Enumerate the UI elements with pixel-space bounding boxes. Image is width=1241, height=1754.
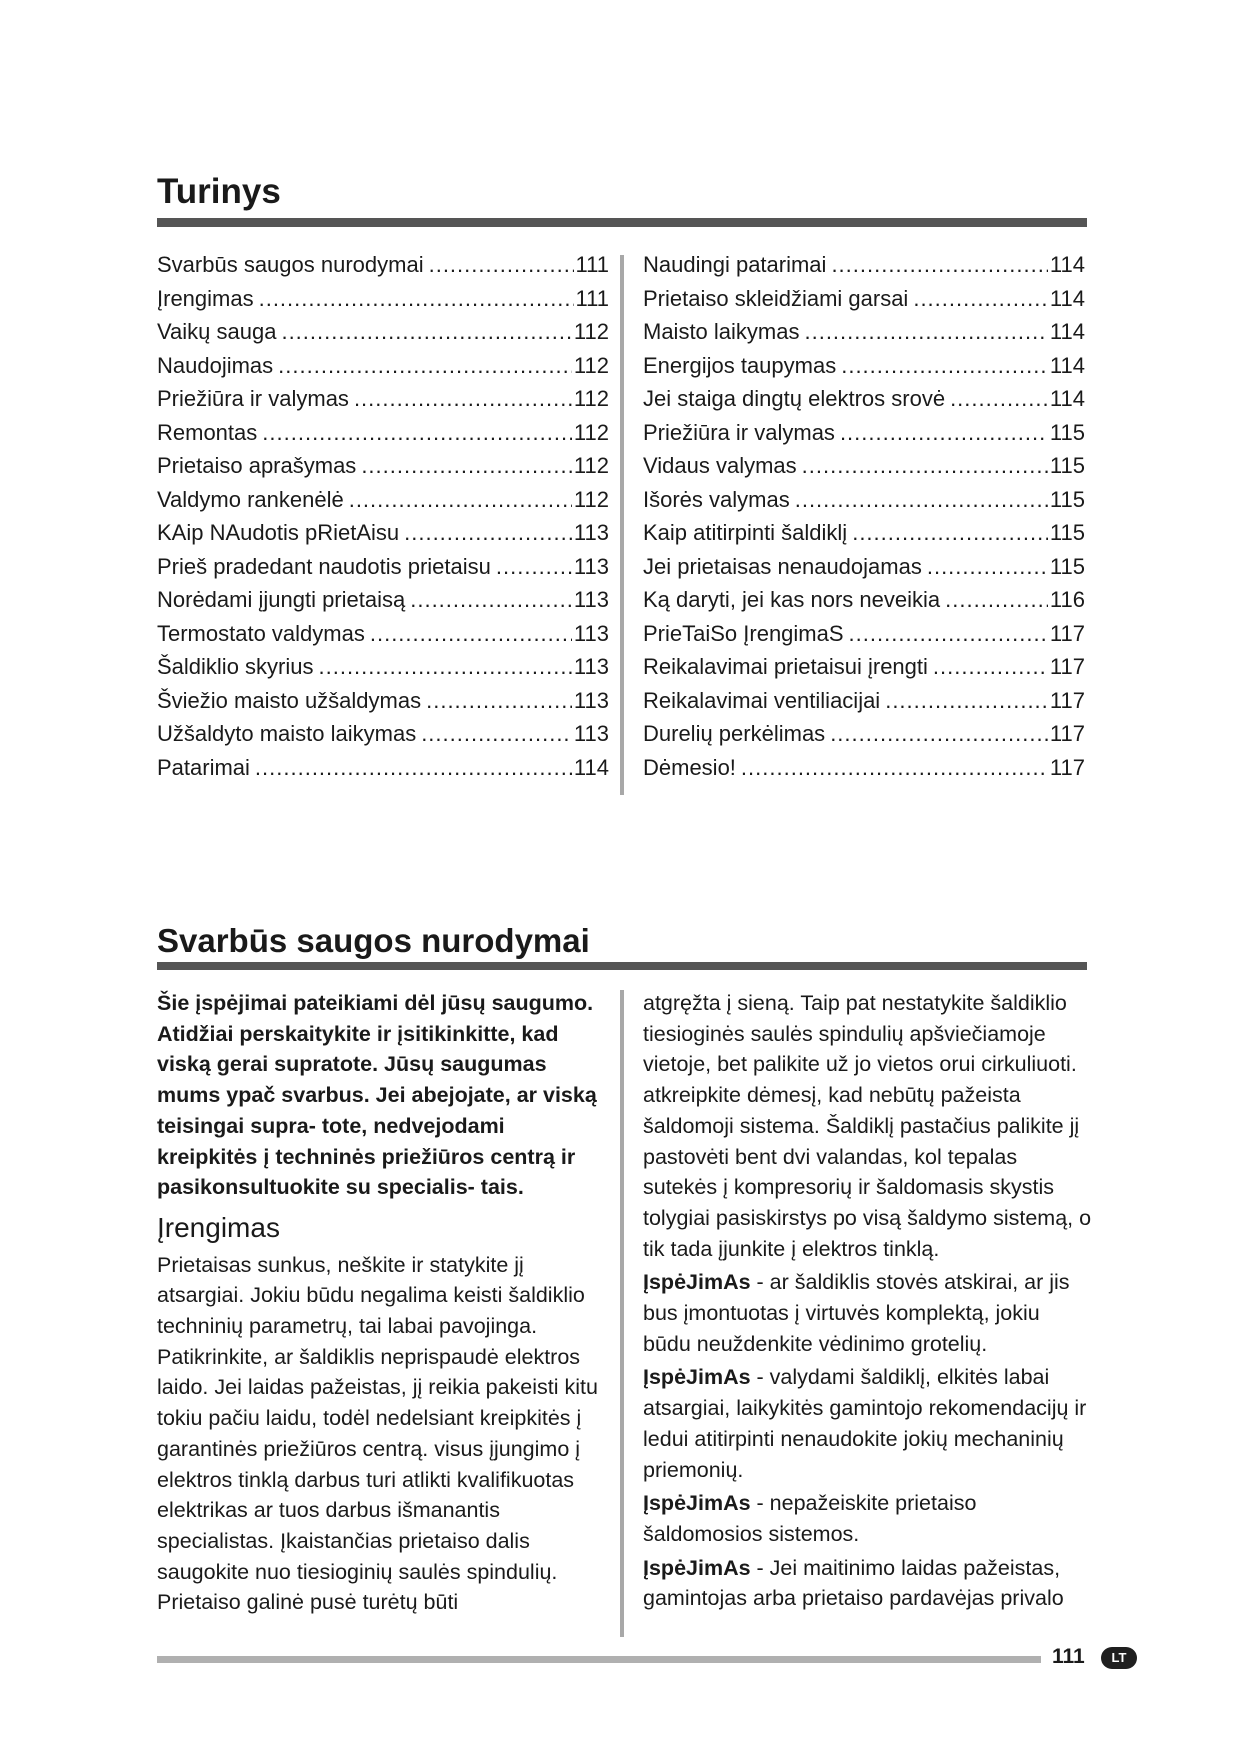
toc-entry-title: Įrengimas [157, 285, 254, 311]
toc-entry-title: Reikalavimai prietaisui įrengti [643, 654, 928, 679]
safety-title: Svarbūs saugos nurodymai [157, 922, 590, 959]
toc-entry-page: 115 [1049, 453, 1085, 478]
toc-dot-leader [349, 487, 572, 513]
toc-entry-title: Valdymo rankenėlė [157, 486, 344, 512]
toc-entry-page: 115 [1049, 419, 1085, 445]
toc-dot-leader [741, 755, 1048, 781]
toc-entry-page: 114 [573, 754, 609, 780]
toc-entry-title: Priežiūra ir valymas [643, 419, 835, 445]
toc-entry-page: 113 [573, 620, 609, 646]
toc-entry[interactable] [643, 621, 1085, 655]
toc-dot-leader [281, 319, 571, 345]
toc-entry-page: 117 [1049, 654, 1085, 679]
toc-entry-page: 111 [575, 285, 609, 311]
toc-entry[interactable] [157, 621, 609, 655]
toc-entry-page: 114 [1049, 285, 1085, 311]
toc-dot-leader [852, 520, 1048, 546]
toc-dot-leader [950, 386, 1048, 412]
toc-entry-page: 115 [1049, 486, 1085, 512]
warnings-list [643, 1267, 1093, 1614]
toc-entry-page: 113 [573, 687, 609, 713]
toc-entry-page: 113 [573, 520, 609, 545]
toc-dot-leader [849, 621, 1048, 647]
toc-entry[interactable] [157, 554, 609, 588]
toc-entry-title: Prietaiso skleidžiami garsai [643, 285, 909, 311]
toc-entry-page: 113 [573, 721, 609, 746]
toc-dot-leader [429, 252, 574, 278]
installation-text: Prietaisas sunkus, neškite ir statykite jį atsargiai. Jokiu būdu negalima keisti šaldiklio techninių parametrų, tai labai pavojinga. Patikrinkite, ar šaldiklis neprispaudė elektros laido. Jei laidas pažeistas, jį reikia pakeisti kitu tokiu pačiu laidu, todėl nedelsiant kreipkitės į garantinės priežiūros centrą. visus įjungimo į elektros tinklą darbus turi atlikti kvalifikuotas elektrikas ar tuos darbus išmanantis specialistas. Įkaistančias prietaiso dalis saugokite nuo tiesioginių saulės spindulių. Prietaiso galinė pusė turėtų būti [157, 1252, 598, 1615]
toc-entry-title: Reikalavimai ventiliacijai [643, 687, 881, 713]
warning-label: ĮspėJimAs [643, 1270, 751, 1295]
toc-dot-leader [885, 688, 1048, 714]
toc-dot-leader [927, 554, 1048, 580]
warning-label: ĮspėJimAs [643, 1555, 751, 1580]
toc-entry[interactable] [643, 520, 1085, 554]
warning-paragraph [643, 1362, 1093, 1485]
toc-entry-page: 116 [1049, 587, 1085, 612]
toc-dot-leader [404, 520, 572, 546]
toc-entry-title: Energijos taupymas [643, 352, 837, 378]
toc-entry-page: 114 [1049, 252, 1085, 277]
title-rule [157, 218, 1087, 227]
toc-right-column [643, 252, 1085, 788]
toc-entry[interactable] [157, 420, 609, 454]
toc-entry-page: 112 [573, 352, 609, 378]
toc-entry-title: Išorės valymas [643, 486, 790, 512]
toc-entry[interactable] [643, 319, 1085, 353]
toc-entry[interactable] [643, 420, 1085, 454]
toc-entry-page: 117 [1049, 687, 1085, 713]
warning-paragraph [643, 1553, 1093, 1614]
toc-entry-page: 112 [573, 486, 609, 512]
warning-label: ĮspėJimAs [643, 1365, 751, 1390]
toc-dot-leader [262, 420, 572, 446]
toc-entry-page: 111 [575, 252, 609, 277]
toc-entry[interactable] [643, 353, 1085, 387]
title-rule [157, 962, 1087, 970]
text-column-right [643, 988, 1093, 1614]
toc-entry-page: 113 [573, 587, 609, 612]
language-badge: LT [1101, 1647, 1137, 1669]
toc-dot-leader [278, 353, 572, 379]
toc-entry-title: Priežiūra ir valymas [157, 386, 349, 411]
toc-entry[interactable] [157, 755, 609, 789]
toc-entry[interactable] [157, 520, 609, 554]
toc-dot-leader [841, 353, 1048, 379]
toc-entry[interactable] [157, 587, 609, 621]
toc-dot-leader [259, 286, 574, 312]
toc-entry-title: Maisto laikymas [643, 319, 800, 344]
toc-entry[interactable] [643, 453, 1085, 487]
toc-entry-title: Šviežio maisto užšaldymas [157, 687, 422, 713]
warning-text: - Jei maitinimo laidas pažeistas, gamintojas arba prietaiso pardavėjas privalo [643, 1555, 1064, 1611]
toc-entry[interactable] [643, 688, 1085, 722]
toc-entry-title: Kaip atitirpinti šaldiklį [643, 520, 848, 545]
toc-entry-title: Prieš pradedant naudotis prietaisu [157, 553, 491, 579]
warning-text: - ar šaldiklis stovės atskirai, ar jis bus įmontuotas į virtuvės komplektą, jokiu būdu neuždenkite vėdinimo grotelių. [643, 1270, 1070, 1356]
toc-entry-title: Norėdami įjungti prietaisą [157, 587, 406, 612]
toc-dot-leader [830, 721, 1048, 747]
toc-dot-leader [945, 587, 1048, 613]
installation-text-continued: atgręžta į sieną. Taip pat nestatykite šaldiklio tiesioginės saulės spindulių apšviečiamoje vietoje, bet palikite už jo vietos orui cirkuliuoti. atkreipkite dėmesį, kad nebūtų pažeista šaldomoji sistema. Šaldiklį pastačius palikite jį pastovėti bent dvi valandas, kol tepalas sutekės į kompresorių ir šaldomasis skystis tolygiai pasiskirstys po visą šaldymo sistemą, o tik tada įjunkite į elektros tinklą. [643, 991, 1092, 1261]
toc-entry-title: Svarbūs saugos nurodymai [157, 252, 424, 277]
toc-dot-leader [410, 587, 572, 613]
toc-dot-leader [426, 688, 572, 714]
toc-entry[interactable] [643, 286, 1085, 320]
toc-entry-title: Termostato valdymas [157, 620, 365, 646]
toc-entry[interactable] [157, 286, 609, 320]
toc-entry-page: 117 [1049, 620, 1085, 646]
toc-dot-leader [255, 755, 572, 781]
toc-entry-title: Dėmesio! [643, 754, 736, 780]
toc-entry[interactable] [643, 654, 1085, 688]
toc-entry-title: Ką daryti, jei kas nors neveikia [643, 587, 941, 612]
toc-entry[interactable] [643, 554, 1085, 588]
toc-entry-page: 114 [1049, 352, 1085, 378]
toc-entry-page: 112 [573, 386, 609, 411]
toc-entry-page: 112 [573, 319, 609, 344]
toc-dot-leader [913, 286, 1048, 312]
toc-dot-leader [804, 319, 1047, 345]
toc-left-column [157, 252, 609, 788]
toc-dot-leader [840, 420, 1048, 446]
toc-entry-title: Vidaus valymas [643, 453, 797, 478]
toc-entry-title: Naudojimas [157, 352, 274, 378]
toc-entry[interactable] [643, 386, 1085, 420]
toc-entry[interactable] [157, 319, 609, 353]
warning-paragraph [643, 1267, 1093, 1359]
toc-entry-title: KAip NAudotis pRietAisu [157, 520, 400, 545]
footer-rule [157, 1656, 1041, 1663]
toc-dot-leader [831, 252, 1047, 278]
toc-entry-title: Jei prietaisas nenaudojamas [643, 553, 922, 579]
toc-entry[interactable] [157, 386, 609, 420]
warning-label: ĮspėJimAs [643, 1491, 751, 1516]
toc-dot-leader [421, 721, 572, 747]
warning-paragraph [643, 1488, 1093, 1549]
toc-entry[interactable] [157, 487, 609, 521]
toc-entry-title: Patarimai [157, 754, 250, 780]
toc-entry-page: 115 [1049, 553, 1085, 579]
toc-entry-title: PrieTaiSo ĮrengimaS [643, 620, 844, 646]
toc-entry-page: 112 [573, 453, 609, 478]
toc-entry-title: Prietaiso aprašymas [157, 453, 357, 478]
toc-dot-leader [802, 453, 1048, 479]
toc-entry-page: 113 [573, 553, 609, 579]
toc-entry-title: Užšaldyto maisto laikymas [157, 721, 417, 746]
toc-entry-title: Naudingi patarimai [643, 252, 827, 277]
toc-dot-leader [496, 554, 572, 580]
safety-intro: Šie įspėjimai pateikiami dėl jūsų saugumo. Atidžiai perskaitykite ir įsitikinkitte, kad viską gerai supratote. Jūsų saugumas mums ypač svarbus. Jei abejojate, ar viską teisingai supra- tote, nedvejodami kreipkitės į techninės priežiūros centrą ir pasikonsultuokite su specialis- tais. [157, 991, 597, 1200]
page-number: 111 [1052, 1645, 1085, 1668]
toc-dot-leader [361, 453, 572, 479]
toc-dot-leader [319, 654, 572, 680]
column-divider [620, 255, 624, 795]
text-column-left [157, 988, 609, 1618]
toc-dot-leader [370, 621, 572, 647]
installation-heading: Įrengimas [157, 1211, 280, 1243]
toc-entry[interactable] [157, 252, 609, 286]
toc-entry-page: 117 [1049, 721, 1085, 746]
toc-entry[interactable] [157, 654, 609, 688]
toc-title: Turinys [157, 172, 281, 211]
warning-text: - nepažeiskite prietaiso šaldomosios sistemos. [643, 1491, 977, 1546]
toc-entry-page: 117 [1049, 754, 1085, 780]
toc-entry[interactable] [157, 453, 609, 487]
toc-dot-leader [354, 386, 572, 412]
toc-entry-page: 112 [573, 419, 609, 445]
toc-entry[interactable] [643, 755, 1085, 789]
toc-entry-title: Jei staiga dingtų elektros srovė [643, 386, 946, 411]
toc-entry-page: 113 [573, 654, 609, 679]
toc-entry[interactable] [643, 487, 1085, 521]
warning-text: - valydami šaldiklį, elkitės labai atsargiai, laikykitės gamintojo rekomendacijų ir ledui atitirpinti nenaudokite jokių mechaninių priemonių. [643, 1365, 1087, 1482]
toc-entry-page: 114 [1049, 319, 1085, 344]
toc-entry[interactable] [157, 688, 609, 722]
column-divider [620, 990, 624, 1637]
toc-entry[interactable] [643, 252, 1085, 286]
toc-entry-title: Durelių perkėlimas [643, 721, 826, 746]
toc-entry-title: Remontas [157, 419, 258, 445]
toc-entry-title: Vaikų sauga [157, 319, 277, 344]
toc-entry-page: 115 [1049, 520, 1085, 545]
toc-dot-leader [933, 654, 1048, 680]
toc-entry[interactable] [643, 721, 1085, 755]
toc-entry-title: Šaldiklio skyrius [157, 654, 314, 679]
toc-entry[interactable] [643, 587, 1085, 621]
toc-entry-page: 114 [1049, 386, 1085, 411]
toc-dot-leader [795, 487, 1048, 513]
toc-entry[interactable] [157, 721, 609, 755]
toc-entry[interactable] [157, 353, 609, 387]
